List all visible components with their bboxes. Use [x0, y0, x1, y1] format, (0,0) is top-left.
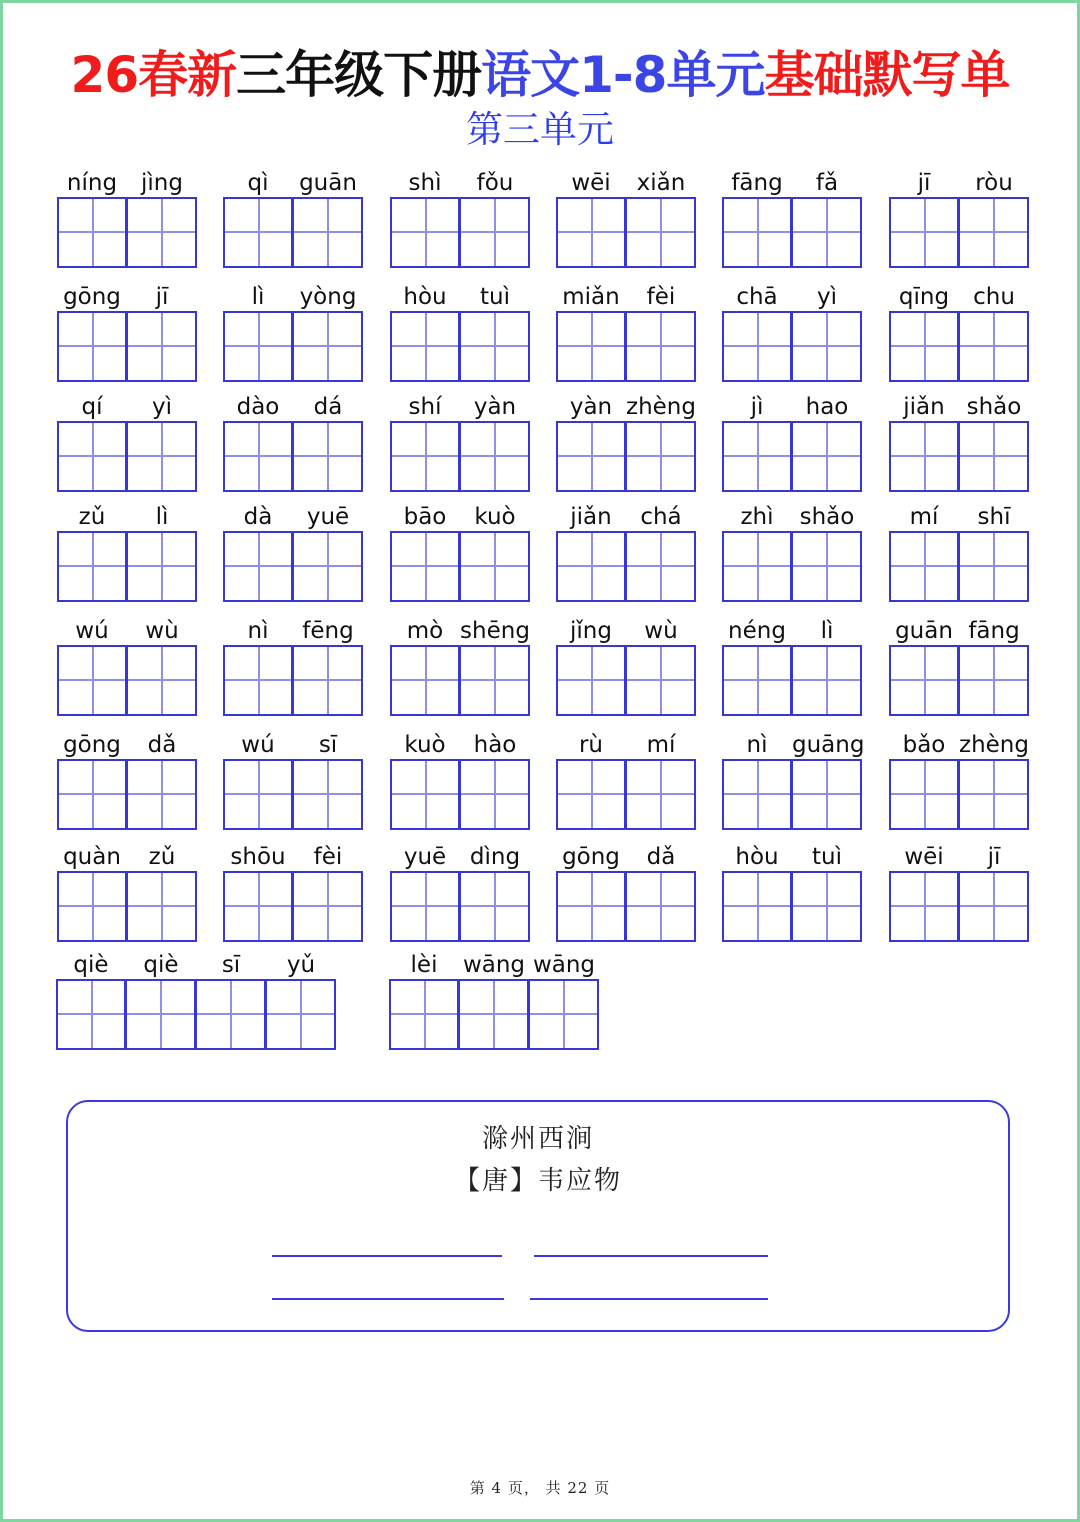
pinyin-label: yàn: [473, 394, 517, 420]
pinyin-label: shōu: [230, 844, 286, 870]
pinyin-label: qiè: [73, 952, 109, 978]
poem-title: 滁州西涧: [481, 1124, 594, 1154]
pinyin-label: yàn: [569, 394, 613, 420]
pinyin-label: sī: [318, 732, 338, 758]
tianzige-box[interactable]: [127, 759, 197, 830]
pinyin-label: dǎ: [147, 732, 177, 758]
tianzige-box[interactable]: [626, 421, 696, 492]
pinyin-label: xiǎn: [636, 170, 686, 196]
pinyin-label: dìng: [469, 844, 521, 870]
pinyin-label: quàn: [63, 844, 121, 870]
tianzige-box[interactable]: [556, 197, 626, 268]
pinyin-label: wāng: [532, 952, 596, 978]
word-group: [223, 616, 363, 718]
tianzige-box[interactable]: [889, 871, 959, 942]
answer-line[interactable]: [534, 1255, 768, 1257]
tianzige-box[interactable]: [390, 645, 460, 716]
tianzige-box[interactable]: [959, 871, 1029, 942]
answer-line[interactable]: [272, 1255, 502, 1257]
tianzige-box[interactable]: [792, 421, 862, 492]
pinyin-label: kuò: [404, 732, 446, 758]
tianzige-box[interactable]: [266, 979, 336, 1050]
title-segment: 26春新: [70, 46, 237, 104]
tianzige-box[interactable]: [889, 421, 959, 492]
word-group: [556, 842, 696, 944]
tianzige-box[interactable]: [127, 645, 197, 716]
tianzige-box[interactable]: [460, 645, 530, 716]
word-group: [556, 616, 696, 718]
pinyin-label: kuò: [474, 504, 516, 530]
word-group: [722, 616, 862, 718]
pinyin-label: zǔ: [78, 504, 106, 530]
pinyin-label: yǔ: [286, 952, 316, 978]
pinyin-label: hào: [473, 732, 517, 758]
tianzige-box[interactable]: [722, 759, 792, 830]
tianzige-box[interactable]: [57, 871, 127, 942]
tianzige-box[interactable]: [293, 759, 363, 830]
tianzige-box[interactable]: [223, 531, 293, 602]
tianzige-box[interactable]: [293, 871, 363, 942]
tianzige-box[interactable]: [889, 759, 959, 830]
word-group: [390, 842, 530, 944]
word-group: [390, 282, 530, 384]
pinyin-label: jiǎn: [570, 504, 612, 530]
tianzige-box[interactable]: [792, 645, 862, 716]
tianzige-box[interactable]: [556, 645, 626, 716]
tianzige-box[interactable]: [959, 311, 1029, 382]
word-group: [223, 392, 363, 494]
tianzige-box[interactable]: [293, 531, 363, 602]
pinyin-label: zhèng: [626, 394, 696, 420]
pinyin-label: nì: [746, 732, 768, 758]
tianzige-box[interactable]: [626, 311, 696, 382]
pinyin-label: dà: [243, 504, 273, 530]
word-group: [57, 730, 197, 832]
tianzige-box[interactable]: [57, 311, 127, 382]
pinyin-label: sī: [221, 952, 241, 978]
word-group: [556, 502, 696, 604]
pinyin-label: zhèng: [959, 732, 1029, 758]
tianzige-box[interactable]: [556, 759, 626, 830]
word-group: [722, 502, 862, 604]
pinyin-label: bǎo: [902, 732, 946, 758]
pinyin-label: jī: [987, 844, 1001, 870]
word-group: [223, 502, 363, 604]
tianzige-box[interactable]: [57, 197, 127, 268]
pinyin-label: fāng: [731, 170, 783, 196]
pinyin-label: shēng: [460, 618, 530, 644]
pinyin-label: tuì: [480, 284, 510, 310]
pinyin-label: gōng: [562, 844, 620, 870]
pinyin-label: fǒu: [476, 170, 514, 196]
word-group: [57, 282, 197, 384]
pinyin-label: qīng: [898, 284, 950, 310]
tianzige-box[interactable]: [722, 311, 792, 382]
pinyin-label: wēi: [571, 170, 611, 196]
tianzige-box[interactable]: [390, 421, 460, 492]
tianzige-box[interactable]: [959, 197, 1029, 268]
tianzige-box[interactable]: [556, 531, 626, 602]
pinyin-label: chā: [736, 284, 778, 310]
pinyin-label: dá: [313, 394, 343, 420]
pinyin-label: fāng: [968, 618, 1020, 644]
page-footer: 第 4 页， 共 22 页: [469, 1479, 611, 1497]
word-group: [556, 168, 696, 270]
pinyin-label: lì: [155, 504, 169, 530]
word-group: [223, 168, 363, 270]
pinyin-label: wú: [241, 732, 275, 758]
word-group: [56, 950, 336, 1052]
tianzige-box[interactable]: [223, 197, 293, 268]
word-group: [57, 502, 197, 604]
pinyin-label: zǔ: [148, 844, 176, 870]
tianzige-box[interactable]: [127, 311, 197, 382]
unit-subtitle: 第三单元: [466, 108, 614, 151]
tianzige-box[interactable]: [389, 979, 459, 1050]
word-group: [57, 392, 197, 494]
tianzige-box[interactable]: [556, 421, 626, 492]
tianzige-box[interactable]: [626, 645, 696, 716]
tianzige-box[interactable]: [293, 311, 363, 382]
word-group: [722, 730, 865, 832]
pinyin-label: fèi: [313, 844, 343, 870]
word-group: [390, 168, 530, 270]
pinyin-label: yì: [816, 284, 837, 310]
tianzige-box[interactable]: [460, 311, 530, 382]
page-title: [0, 42, 1080, 108]
tianzige-box[interactable]: [626, 531, 696, 602]
tianzige-box[interactable]: [626, 871, 696, 942]
tianzige-box[interactable]: [390, 759, 460, 830]
title-segment: 基础默写单: [764, 46, 1010, 104]
tianzige-box[interactable]: [127, 871, 197, 942]
pinyin-label: jì: [750, 394, 764, 420]
word-group: [889, 168, 1029, 270]
word-group: [889, 282, 1029, 384]
tianzige-box[interactable]: [460, 759, 530, 830]
word-group: [556, 282, 696, 384]
word-group: [223, 730, 363, 832]
pinyin-label: jǐng: [570, 618, 612, 644]
pinyin-label: shí: [408, 394, 442, 420]
tianzige-box[interactable]: [792, 197, 862, 268]
pinyin-label: wāng: [462, 952, 526, 978]
pinyin-label: dào: [236, 394, 280, 420]
pinyin-label: jiǎn: [903, 394, 945, 420]
answer-line[interactable]: [272, 1298, 504, 1300]
pinyin-label: yuē: [306, 504, 350, 530]
pinyin-label: fǎ: [815, 170, 839, 196]
tianzige-box[interactable]: [460, 421, 530, 492]
pinyin-label: lì: [251, 284, 265, 310]
pinyin-label: jī: [917, 170, 931, 196]
pinyin-label: gōng: [63, 284, 121, 310]
pinyin-label: jìng: [141, 170, 183, 196]
word-group: [556, 392, 696, 494]
tianzige-box[interactable]: [126, 979, 196, 1050]
tianzige-box[interactable]: [889, 645, 959, 716]
pinyin-label: nì: [247, 618, 269, 644]
pinyin-label: hao: [805, 394, 849, 420]
tianzige-box[interactable]: [223, 421, 293, 492]
tianzige-box[interactable]: [390, 871, 460, 942]
tianzige-box[interactable]: [792, 871, 862, 942]
tianzige-box[interactable]: [792, 311, 862, 382]
word-group: [390, 730, 530, 832]
answer-line[interactable]: [530, 1298, 768, 1300]
tianzige-box[interactable]: [626, 759, 696, 830]
word-group: [722, 392, 862, 494]
pinyin-label: wù: [145, 618, 179, 644]
tianzige-box[interactable]: [57, 421, 127, 492]
tianzige-box[interactable]: [556, 871, 626, 942]
tianzige-box[interactable]: [792, 759, 862, 830]
pinyin-label: néng: [728, 618, 786, 644]
pinyin-label: guāng: [792, 732, 865, 758]
poem-dictation-box: [66, 1100, 1010, 1332]
tianzige-box[interactable]: [889, 531, 959, 602]
word-group: [57, 616, 197, 718]
word-group: [390, 392, 530, 494]
word-group: [390, 502, 530, 604]
tianzige-box[interactable]: [223, 645, 293, 716]
tianzige-box[interactable]: [460, 197, 530, 268]
pinyin-label: níng: [66, 170, 118, 196]
tianzige-box[interactable]: [196, 979, 266, 1050]
tianzige-box[interactable]: [722, 531, 792, 602]
pinyin-label: miǎn: [562, 284, 620, 310]
word-group: [389, 950, 599, 1052]
pinyin-label: fèi: [646, 284, 676, 310]
pinyin-label: wú: [75, 618, 109, 644]
tianzige-box[interactable]: [223, 311, 293, 382]
pinyin-label: hòu: [735, 844, 779, 870]
tianzige-box[interactable]: [959, 421, 1029, 492]
tianzige-box[interactable]: [57, 759, 127, 830]
pinyin-label: chu: [973, 284, 1015, 310]
word-group: [57, 842, 197, 944]
tianzige-box[interactable]: [127, 197, 197, 268]
pinyin-label: shī: [977, 504, 1011, 530]
word-group: [722, 282, 862, 384]
tianzige-box[interactable]: [293, 421, 363, 492]
tianzige-box[interactable]: [460, 531, 530, 602]
word-group: [556, 730, 696, 832]
word-group: [223, 842, 363, 944]
tianzige-box[interactable]: [127, 421, 197, 492]
pinyin-label: shǎo: [799, 504, 855, 530]
pinyin-label: yòng: [299, 284, 357, 310]
tianzige-box[interactable]: [390, 197, 460, 268]
tianzige-box[interactable]: [959, 531, 1029, 602]
tianzige-box[interactable]: [626, 197, 696, 268]
pinyin-label: yuē: [403, 844, 447, 870]
pinyin-label: lì: [820, 618, 834, 644]
pinyin-label: guān: [895, 618, 953, 644]
tianzige-box[interactable]: [127, 531, 197, 602]
pinyin-label: mí: [909, 504, 939, 530]
tianzige-box[interactable]: [529, 979, 599, 1050]
pinyin-label: gōng: [63, 732, 121, 758]
pinyin-label: mò: [406, 618, 444, 644]
tianzige-box[interactable]: [722, 645, 792, 716]
tianzige-box[interactable]: [223, 871, 293, 942]
pinyin-label: rù: [578, 732, 604, 758]
tianzige-box[interactable]: [293, 645, 363, 716]
word-group: [722, 168, 862, 270]
word-group: [722, 842, 862, 944]
word-group: [889, 616, 1029, 718]
title-segment: 语文1-8单元: [481, 46, 765, 104]
pinyin-label: lèi: [410, 952, 438, 978]
tianzige-box[interactable]: [556, 311, 626, 382]
pinyin-label: chá: [640, 504, 682, 530]
tianzige-box[interactable]: [460, 871, 530, 942]
word-group: [390, 616, 530, 718]
tianzige-box[interactable]: [223, 759, 293, 830]
tianzige-box[interactable]: [722, 197, 792, 268]
word-group: [57, 168, 197, 270]
pinyin-label: qí: [81, 394, 103, 420]
pinyin-label: jī: [155, 284, 169, 310]
pinyin-label: wēi: [904, 844, 944, 870]
word-group: [889, 502, 1029, 604]
tianzige-box[interactable]: [959, 645, 1029, 716]
tianzige-box[interactable]: [792, 531, 862, 602]
tianzige-box[interactable]: [56, 979, 126, 1050]
pinyin-label: qiè: [143, 952, 179, 978]
pinyin-label: bāo: [403, 504, 447, 530]
tianzige-box[interactable]: [390, 531, 460, 602]
tianzige-box[interactable]: [57, 645, 127, 716]
tianzige-box[interactable]: [889, 197, 959, 268]
word-group: [889, 392, 1029, 494]
tianzige-box[interactable]: [722, 421, 792, 492]
word-group: [223, 282, 363, 384]
word-group: [889, 730, 1029, 832]
pinyin-label: guān: [299, 170, 357, 196]
pinyin-label: qì: [247, 170, 269, 196]
tianzige-box[interactable]: [889, 311, 959, 382]
pinyin-label: ròu: [975, 170, 1013, 196]
pinyin-label: fēng: [302, 618, 354, 644]
tianzige-box[interactable]: [390, 311, 460, 382]
pinyin-label: zhì: [740, 504, 774, 530]
pinyin-label: hòu: [403, 284, 447, 310]
pinyin-label: wù: [644, 618, 678, 644]
tianzige-box[interactable]: [959, 759, 1029, 830]
pinyin-label: dǎ: [646, 844, 676, 870]
pinyin-label: shì: [408, 170, 442, 196]
pinyin-label: tuì: [812, 844, 842, 870]
tianzige-box[interactable]: [722, 871, 792, 942]
pinyin-label: mí: [646, 732, 676, 758]
tianzige-box[interactable]: [293, 197, 363, 268]
tianzige-box[interactable]: [57, 531, 127, 602]
tianzige-box[interactable]: [459, 979, 529, 1050]
poem-author: 【唐】韦应物: [453, 1166, 622, 1196]
pinyin-label: shǎo: [966, 394, 1022, 420]
word-group: [889, 842, 1029, 944]
title-segment: 三年级下册: [236, 46, 482, 104]
pinyin-label: yì: [151, 394, 172, 420]
